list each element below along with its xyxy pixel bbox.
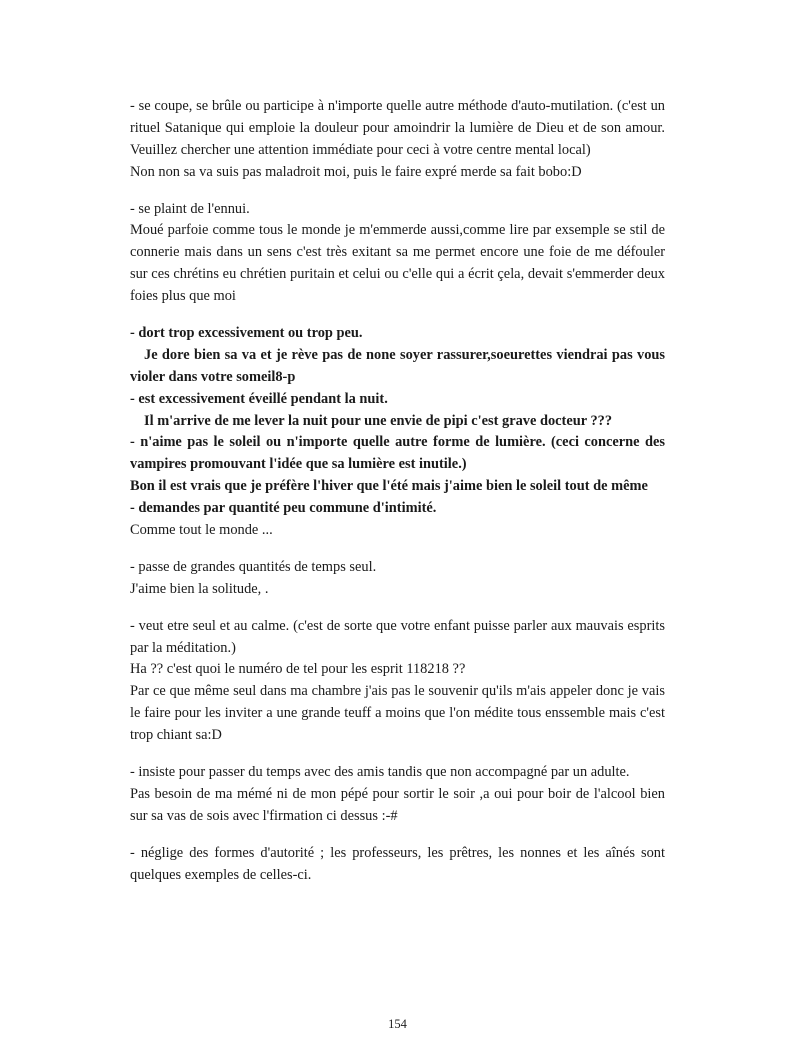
paragraph: Comme tout le monde ... bbox=[130, 522, 273, 539]
paragraph: Par ce que même seul dans ma chambre j'ais pas le souvenir qu'ils m'ais appeler donc je vais le faire pour les inviter a une grande teuff a moins que l'on médite tous enssemble mais c'est trop chiant sa:D bbox=[130, 683, 665, 744]
page-body bbox=[130, 96, 665, 887]
paragraph: - se plaint de l'ennui. bbox=[130, 200, 250, 217]
paragraph-spacer bbox=[130, 184, 665, 199]
paragraph-spacer bbox=[130, 747, 665, 762]
paragraph: Je dore bien sa va et je rève pas de none soyer rassurer,soeurettes viendrai pas vous violer dans votre someil8-p bbox=[130, 346, 665, 385]
paragraph: Bon il est vrais que je préfère l'hiver que l'été mais j'aime bien le soleil tout de même bbox=[130, 478, 648, 495]
paragraph: J'aime bien la solitude, . bbox=[130, 580, 269, 597]
paragraph: - n'aime pas le soleil ou n'importe quelle autre forme de lumière. (ceci concerne des vampires promouvant l'idée que sa lumière est inutile.) bbox=[130, 434, 665, 473]
paragraph: - demandes par quantité peu commune d'intimité. bbox=[130, 500, 437, 517]
paragraph: - néglige des formes d'autorité ; les professeurs, les prêtres, les nonnes et les aînés sont quelques exemples de celles-ci. bbox=[130, 844, 665, 883]
paragraph: Ha ?? c'est quoi le numéro de tel pour les esprit 118218 ?? bbox=[130, 661, 466, 678]
paragraph: - se coupe, se brûle ou participe à n'importe quelle autre méthode d'auto-mutilation. (c'est un rituel Satanique qui emploie la douleur pour amoindrir la lumière de Dieu et de son amour. Veuillez chercher une attention immédiate pour ceci à votre centre mental local) bbox=[130, 98, 665, 158]
page-number: 154 bbox=[388, 1017, 407, 1031]
paragraph: - insiste pour passer du temps avec des amis tandis que non accompagné par un adulte. bbox=[130, 764, 630, 781]
paragraph: Pas besoin de ma mémé ni de mon pépé pour sortir le soir ,a oui pour boir de l'alcool bien sur sa vas de sois avec l'firmation ci dessus :-# bbox=[130, 785, 665, 824]
paragraph-spacer bbox=[130, 542, 665, 557]
paragraph: - veut etre seul et au calme. (c'est de sorte que votre enfant puisse parler aux mauvais esprits par la méditation.) bbox=[130, 617, 665, 656]
paragraph: Il m'arrive de me lever la nuit pour une envie de pipi c'est grave docteur ??? bbox=[144, 412, 613, 429]
paragraph-spacer bbox=[130, 828, 665, 843]
paragraph: - dort trop excessivement ou trop peu. bbox=[130, 325, 363, 342]
paragraph: Moué parfoie comme tous le monde je m'emmerde aussi,comme lire par exsemple se stil de connerie mais dans un sens c'est très exitant sa me permet encore une foie de me défouler sur ces chrétins eu chrétien puritain et celui ou c'elle qui a écrit çela, devait s'emmerder deux foies plus que moi bbox=[130, 222, 665, 305]
paragraph: - passe de grandes quantités de temps seul. bbox=[130, 558, 377, 575]
paragraph-spacer bbox=[130, 601, 665, 616]
paragraph: Non non sa va suis pas maladroit moi, puis le faire expré merde sa fait bobo:D bbox=[130, 163, 582, 180]
paragraph: - est excessivement éveillé pendant la nuit. bbox=[130, 390, 388, 407]
paragraph-spacer bbox=[130, 308, 665, 323]
